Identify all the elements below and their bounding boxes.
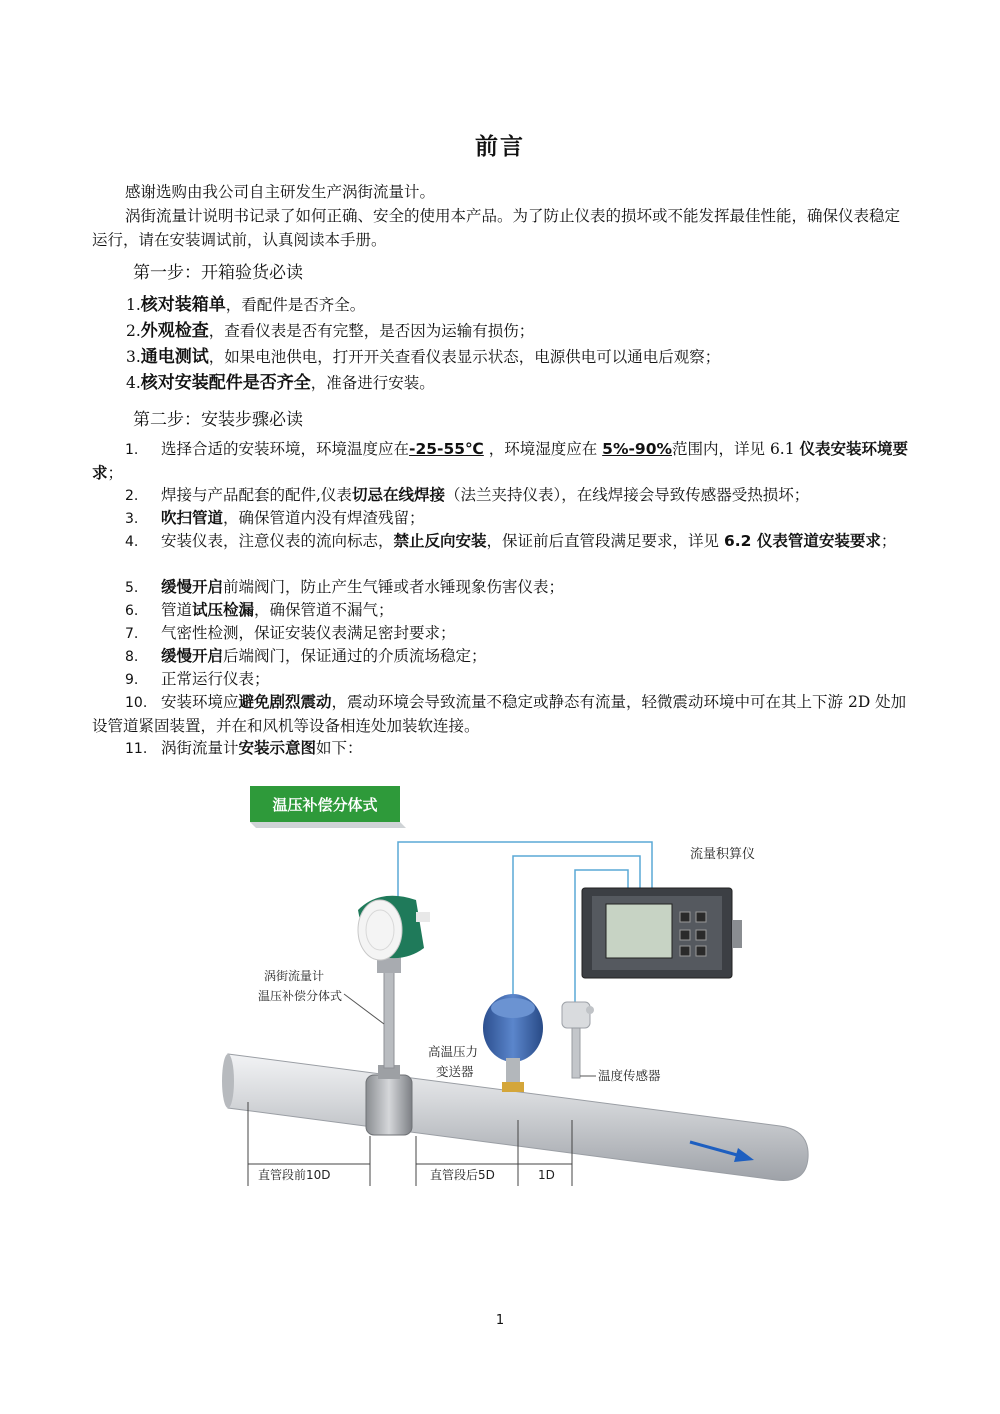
- item-text: ，震动环境会导致流量不稳定或静态有流量，轻微震动环境中可在其上下游 2D 处加设管道紧固装置，并在和风机等设备相连处加装软连接。: [92, 693, 907, 735]
- step1-item-3: [126, 344, 720, 370]
- item-number: 4.: [126, 374, 141, 392]
- item-number: 3.: [125, 511, 139, 527]
- pressure-transmitter: [483, 994, 543, 1092]
- upstream-label: 直管段前10D: [258, 1168, 331, 1182]
- pressure-label-line1: 高温压力: [428, 1044, 479, 1059]
- item-text: ，确保管道内没有焊渣残留；: [223, 509, 425, 527]
- step2-item-9: [92, 668, 912, 692]
- item-text: ，确保管道不漏气；: [254, 601, 394, 619]
- item-text: 管道: [161, 601, 193, 619]
- item-bold: 仪表安装环境要求: [92, 440, 909, 482]
- meter-label-line1: 涡街流量计: [264, 969, 325, 983]
- flow-totalizer: [582, 888, 742, 978]
- item-text: 后端阀门，保证通过的介质流场稳定；: [223, 647, 487, 665]
- item-number: 2.: [126, 322, 141, 340]
- item-bold: 外观检查: [140, 321, 209, 341]
- step2-item-5: [92, 576, 912, 600]
- humidity-range: 5%-90%: [602, 440, 673, 458]
- item-number: 1.: [125, 442, 139, 458]
- banner-text: 温压补偿分体式: [272, 796, 378, 814]
- item-text: 涡街流量计: [161, 739, 239, 757]
- item-number: 5.: [125, 580, 139, 596]
- step2-item-6: [92, 599, 912, 623]
- item-bold: 核对装箱单: [140, 295, 226, 315]
- item-number: 4.: [125, 534, 139, 550]
- one-d-label: 1D: [538, 1168, 555, 1182]
- totalizer-label: 流量积算仪: [690, 847, 756, 862]
- item-text: 范围内，详见 6.1: [672, 440, 800, 458]
- item-number: 1.: [126, 296, 141, 314]
- installation-diagram: [220, 780, 820, 1200]
- item-text: （法兰夹持仪表），在线焊接会导致传感器受热损坏；: [444, 486, 810, 504]
- item-text: 选择合适的安装环境，环境温度应在: [161, 440, 410, 458]
- item-text: 前端阀门，防止产生气锤或者水锤现象伤害仪表；: [223, 578, 565, 596]
- item-text: 正常运行仪表；: [161, 670, 270, 688]
- item-text: 焊接与产品配套的配件,仪表: [161, 486, 352, 504]
- step2-item-7: [92, 622, 912, 646]
- item-bold: 缓慢开启: [161, 647, 224, 665]
- item-number: 3.: [126, 348, 141, 366]
- step2-item-8: [92, 645, 912, 669]
- item-text: 如下：: [316, 739, 363, 757]
- item-text: ，查看仪表是否有完整，是否因为运输有损伤；: [208, 322, 535, 340]
- item-bold: 核对安装配件是否齐全: [140, 373, 311, 393]
- item-number: 2.: [125, 488, 139, 504]
- item-bold: 安装示意图: [238, 739, 317, 757]
- item-number: 10.: [125, 695, 148, 711]
- item-bold: 通电测试: [140, 347, 209, 367]
- item-number: 9.: [125, 672, 139, 688]
- step2-item-10: [92, 691, 912, 738]
- item-text: ；: [107, 464, 124, 482]
- item-number: 11.: [125, 741, 148, 757]
- step1-heading: 第一步：开箱验货必读: [133, 263, 303, 283]
- intro-paragraph-1: 感谢选购由我公司自主研发生产涡街流量计。: [125, 183, 436, 201]
- banner: [250, 786, 406, 828]
- intro-paragraph-2: 涡街流量计说明书记录了如何正确、安全的使用本产品。为了防止仪表的损坏或不能发挥最佳性能，确保仪表稳定运行，请在安装调试前，认真阅读本手册。: [92, 207, 901, 249]
- meter-label-line2: 温压补偿分体式: [258, 989, 343, 1003]
- temp-sensor-label: 温度传感器: [598, 1068, 661, 1083]
- step2-item-3: [92, 507, 912, 531]
- downstream-label: 直管段后5D: [430, 1168, 495, 1182]
- item-text: 安装仪表，注意仪表的流向标志，: [161, 532, 394, 550]
- page-title: 前言: [475, 134, 525, 160]
- step2-item-1: [92, 438, 912, 485]
- item-text: 气密性检测，保证安装仪表满足密封要求；: [161, 624, 456, 642]
- temperature-sensor: [562, 1002, 594, 1078]
- item-bold: 禁止反向安装: [393, 532, 487, 550]
- temperature-range: -25-55℃: [409, 440, 484, 458]
- item-bold: 试压检漏: [192, 601, 255, 619]
- item-number: 7.: [125, 626, 139, 642]
- item-text: ，如果电池供电，打开开关查看仪表显示状态，电源供电可以通电后观察；: [208, 348, 721, 366]
- step1-item-1: [126, 292, 365, 318]
- item-number: 8.: [125, 649, 139, 665]
- item-bold: 6.2 仪表管道安装要求: [723, 532, 881, 550]
- step1-item-4: [126, 370, 435, 396]
- page-number: 1: [495, 1313, 505, 1328]
- item-bold: 切忌在线焊接: [351, 486, 445, 504]
- item-text: ，保证前后直管段满足要求，详见: [486, 532, 724, 550]
- item-bold: 缓慢开启: [161, 578, 224, 596]
- step2-item-4: [92, 530, 912, 554]
- step2-item-11: [92, 737, 912, 761]
- item-text: ，环境湿度应在: [483, 440, 603, 458]
- item-text: 安装环境应: [161, 693, 239, 711]
- step2-heading: 第二步：安装步骤必读: [133, 410, 303, 430]
- item-bold: 吹扫管道: [161, 509, 224, 527]
- step2-item-2: [92, 484, 912, 508]
- item-text: ；: [880, 532, 897, 550]
- step1-item-2: [126, 318, 534, 344]
- item-bold: 避免剧烈震动: [238, 693, 332, 711]
- item-number: 6.: [125, 603, 139, 619]
- item-text: ，准备进行安装。: [310, 374, 435, 392]
- pressure-label-line2: 变送器: [436, 1064, 474, 1079]
- item-text: ，看配件是否齐全。: [225, 296, 366, 314]
